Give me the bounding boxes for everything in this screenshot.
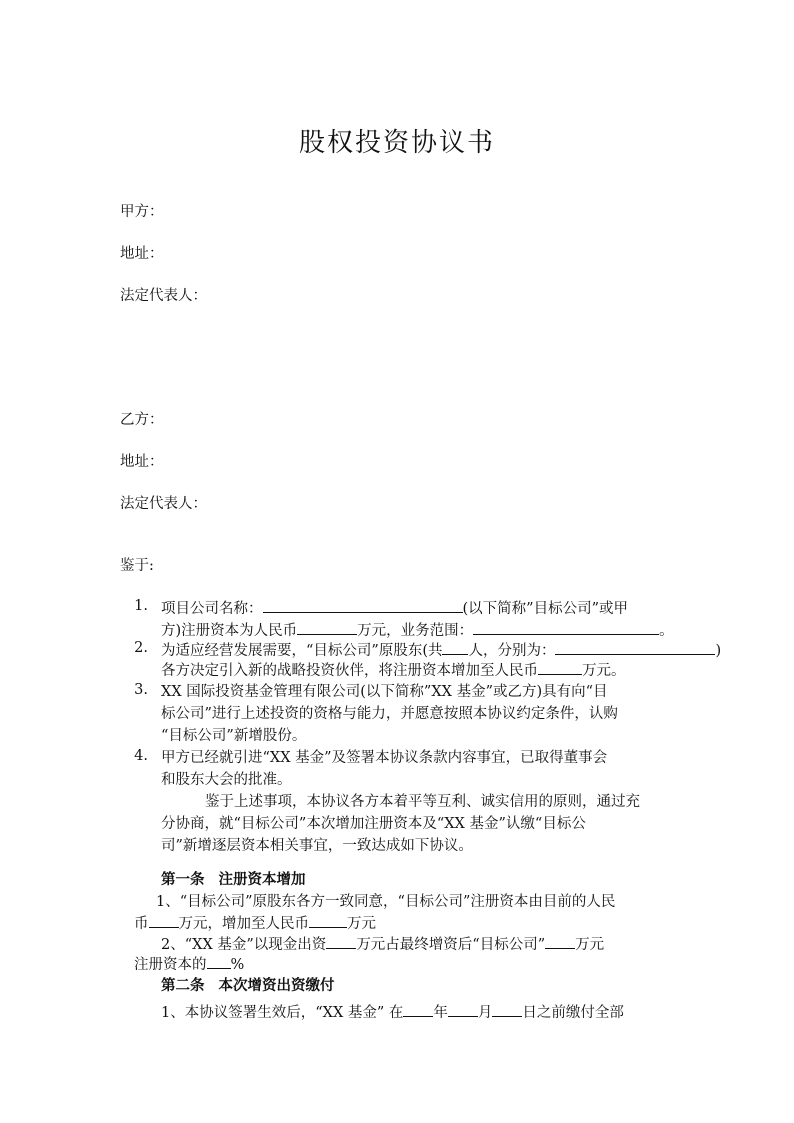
item-line: “目标公司”新增股份。 [161,728,307,744]
blank-field [448,1002,478,1017]
whereas-label: 鉴于: [120,558,154,574]
item-line: 项目公司名称： (以下简称”目标公司”或甲 [161,598,628,619]
blank-field [149,913,179,928]
blank-field [555,640,715,655]
document-title: 股权投资协议书 [298,128,495,158]
article-1-paragraph-2: 2、“XX 基金”以现金出资 万元占最终增资后“目标公司” 万元 [161,934,604,955]
party-b-label: 乙方： [120,412,164,428]
party-a-label: 甲方： [120,204,164,220]
item-number: 4. [134,748,148,764]
article-2-heading: 第二条 本次增资出资缴付 [161,977,335,994]
item-line: 方)注册资本为人民币 万元，业务范围： 。 [161,620,674,641]
blank-field [326,934,356,949]
party-b-rep-label: 法定代表人： [120,496,207,512]
blank-field [442,640,468,655]
item-line: XX 国际投资基金管理有限公司(以下简称”XX 基金”或乙方)具有向“目 [161,684,608,700]
blank-field [545,934,575,949]
item-line: 各方决定引入新的战略投资伙伴，将注册资本增加至人民币 万元。 [161,660,626,681]
blank-field [403,1002,433,1017]
item-line: 为适应经营发展需要，“目标公司”原股东(共 人，分别为： ) [161,640,721,661]
article-1-heading: 第一条 注册资本增加 [161,871,306,888]
party-a-address-label: 地址： [120,246,164,262]
party-b-address-label: 地址： [120,454,164,470]
blank-field [207,954,231,969]
article-2-paragraph-1: 1、本协议签署生效后，“XX 基金” 在 年 月 日之前缴付全部 [161,1002,624,1023]
article-1-paragraph-2-cont: 注册资本的 % [134,954,244,975]
item-number: 3. [134,682,148,698]
party-a-rep-label: 法定代表人： [120,288,207,304]
blank-field [263,598,463,613]
item-line: 甲方已经就引进“XX 基金”及签署本协议条款内容事宜，已取得董事会 [161,750,608,766]
blank-field [473,620,659,635]
item-number: 2. [134,640,148,656]
blank-field [538,660,582,675]
article-1-paragraph-1: 1、“目标公司”原股东各方一致同意，“目标公司”注册资本由目前的人民 [156,894,616,910]
summary-line: 司”新增逐层资本相关事宜，一致达成如下协议。 [161,838,473,854]
blank-field [309,913,347,928]
item-number: 1. [134,598,148,614]
item-line: 标公司”进行上述投资的资格与能力，并愿意按照本协议约定条件，认购 [161,706,618,722]
summary-line: 鉴于上述事项，本协议各方本着平等互利、诚实信用的原则，通过充 [205,794,640,810]
summary-line: 分协商，就“目标公司”本次增加注册资本及“XX 基金”认缴“目标公 [161,816,586,832]
article-1-paragraph-1-cont: 币 万元，增加至人民币 万元 [134,913,376,934]
blank-field [492,1002,522,1017]
blank-field [297,620,357,635]
item-line: 和股东大会的批准。 [161,772,292,788]
